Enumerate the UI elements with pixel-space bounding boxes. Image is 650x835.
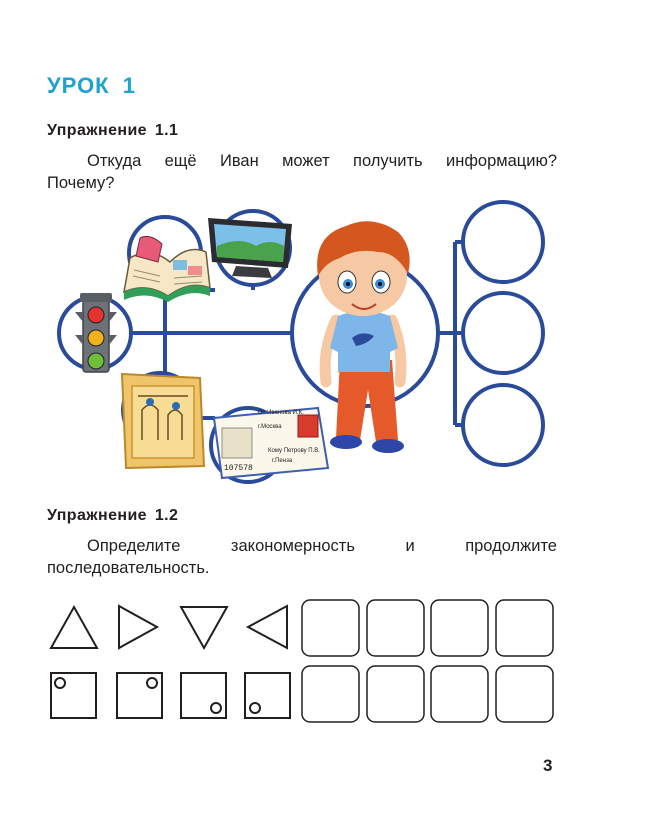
answer-box-row1-4[interactable] [496,600,553,656]
triangle-left-shape [248,606,287,648]
page-number: 3 [543,756,553,775]
envelope-sender: От Иванова И.К. [258,410,304,416]
lesson-title: УРОК 1 [47,73,136,98]
answer-box-row1-3[interactable] [431,600,488,656]
answer-box-row2-3[interactable] [431,666,488,722]
answer-box-row2-1[interactable] [302,666,359,722]
answer-box-row1-1[interactable] [302,600,359,656]
triangle-down-shape [181,607,227,648]
exercise-1-text-body: Откуда ещё Иван может получить информацию? Почему? [47,152,557,192]
answer-box-row1-2[interactable] [367,600,424,656]
answer-box-row2-4[interactable] [496,666,553,722]
triangle-up-shape [51,607,97,648]
square-dot-top-left [51,673,96,718]
exercise-2-text-body: Определите закономерность и продолжите последовательность. [47,537,557,577]
answer-box-row2-2[interactable] [367,666,424,722]
triangle-right-shape [119,606,157,648]
exercise-2-title: Упражнение 1.2 [47,507,179,524]
envelope-recipient: Кому Петрову П.В. [268,448,320,454]
envelope-sender-city: г.Москва [258,424,282,430]
exercise-1-title: Упражнение 1.1 [47,122,179,139]
envelope-zip: 107578 [224,464,253,473]
envelope-recipient-city: г.Пенза [272,458,293,464]
